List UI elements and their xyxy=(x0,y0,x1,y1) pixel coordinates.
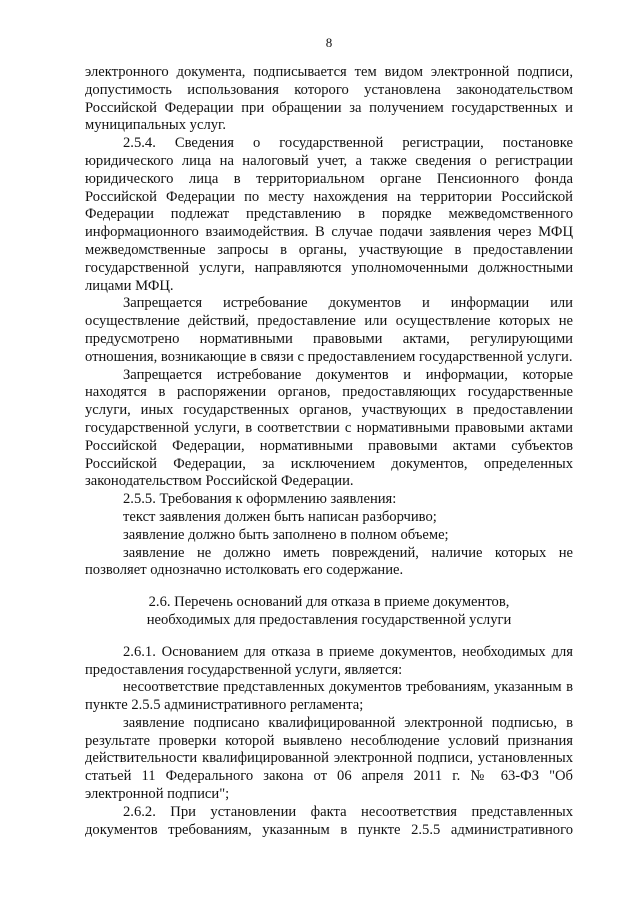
paragraph-prohibition-2: Запрещается истребование документов и информации, которые находятся в распоряжении органов, предоставляющих государственные услуги, иных государственных органов, участвующих в предоставлении государственной услуги, в соответствии с нормативными правовыми актами Российской Федерации, нормативными правовыми актами субъектов Российской Федерации, за исключением документов, определенных законодательством Российской Федерации. xyxy=(85,366,573,490)
document-page xyxy=(85,34,573,839)
paragraph-continuation: электронного документа, подписывается тем видом электронной подписи, допустимость использования которого установлена законодательством Российской Федерации при обращении за получением государственных и муниципальных услуг. xyxy=(85,64,573,134)
section-heading-line-2: необходимых для предоставления государственной услуги xyxy=(146,611,512,628)
body-text-bottom xyxy=(85,644,573,840)
paragraph-2-5-5: 2.5.5. Требования к оформлению заявления: xyxy=(123,491,397,508)
page-number: 8 xyxy=(325,35,333,50)
body-text-top xyxy=(85,64,573,580)
paragraph-prohibition-1: Запрещается истребование документов и информации или осуществление действий, предоставление или осуществление которых не предусмотрено нормативными правовыми актами, регулирующими отношения, возникающие в связи с предоставлением государственной услуги. xyxy=(85,295,573,365)
paragraph-requirement-3: заявление не должно иметь повреждений, наличие которых не позволяет однозначно истолковать его содержание. xyxy=(85,544,573,579)
paragraph-2-5-4: 2.5.4. Сведения о государственной регистрации, постановке юридического лица на налоговый учет, а также сведения о регистрации юридического лица в территориальном органе Пенсионного фонда Российской Федерации по месту нахождения на территории Российской Федерации подлежат представлению в порядке межведомственного информационного взаимодействия. В случае подачи заявления через МФЦ межведомственные запросы в органы, участвующие в предоставлении государственной услуги, направляются уполномоченными должностными лицами МФЦ. xyxy=(85,135,573,294)
section-heading-line-1: 2.6. Перечень оснований для отказа в приеме документов, xyxy=(148,594,510,611)
paragraph-ground-1: несоответствие представленных документов требованиям, указанным в пункте 2.5.5 административного регламента; xyxy=(85,679,573,714)
paragraph-requirement-2: заявление должно быть заполнено в полном объеме; xyxy=(123,526,449,543)
paragraph-requirement-1: текст заявления должен быть написан разборчиво; xyxy=(123,508,437,525)
paragraph-ground-2: заявление подписано квалифицированной электронной подписью, в результате проверки которой выявлено несоблюдение условий признания действительности квалифицированной электронной подписи, установленных статьей 11 Федерального закона от 06 апреля 2011 г. № 63-ФЗ "Об электронной подписи"; xyxy=(85,714,573,803)
paragraph-2-6-2: 2.6.2. При установлении факта несоответствия представленных документов требованиям, указанным в пункте 2.5.5 административного xyxy=(85,803,573,838)
paragraph-2-6-1: 2.6.1. Основанием для отказа в приеме документов, необходимых для предоставления государственной услуги, является: xyxy=(85,643,573,678)
section-heading-2-6 xyxy=(85,594,573,630)
